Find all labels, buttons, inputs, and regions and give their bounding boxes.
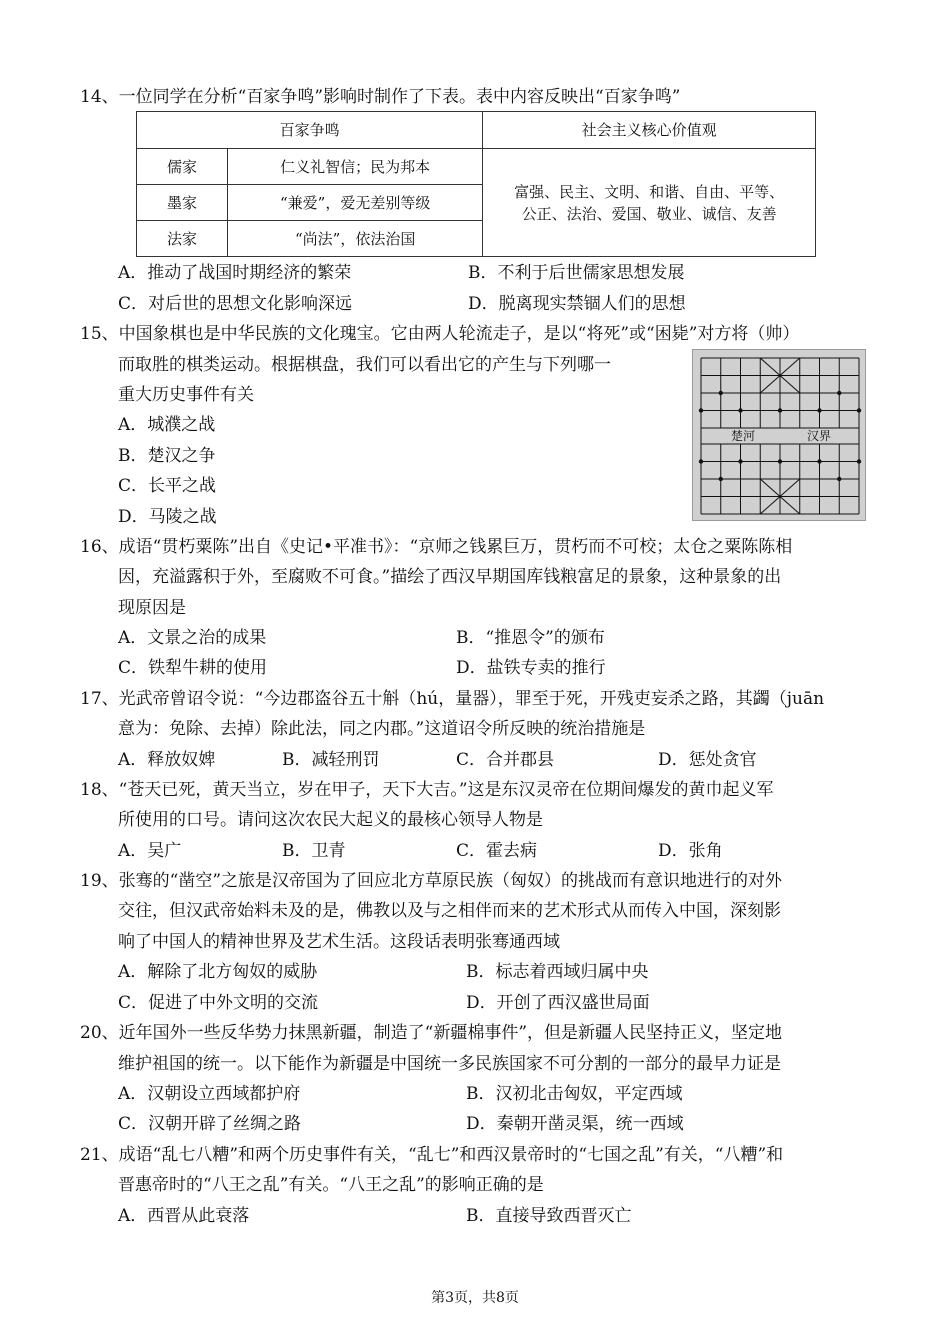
q20-stem-line1: 20、近年国外一些反华势力抹黑新疆，制造了“新疆棉事件”，但是新疆人民坚持正义，坚定地 bbox=[80, 1023, 783, 1043]
q19-stem-line1: 19、张骞的“凿空”之旅是汉帝国为了回应北方草原民族（匈奴）的挑战而有意识地进行的对外 bbox=[80, 871, 783, 891]
q18-stem-line1: 18、“苍天已死，黄天当立，岁在甲子，天下大吉。”这是东汉灵帝在位期间爆发的黄巾起义军 bbox=[80, 780, 774, 800]
q20-option-d[interactable]: D．秦朝开凿灵渠，统一西域 bbox=[466, 1114, 684, 1134]
q19-option-b[interactable]: B．标志着西域归属中央 bbox=[466, 962, 649, 982]
q15-option-d[interactable]: D．马陵之战 bbox=[118, 507, 217, 527]
table-header-right: 社会主义核心价值观 bbox=[483, 112, 816, 149]
school-name: 儒家 bbox=[137, 149, 228, 185]
q15-option-a[interactable]: A．城濮之战 bbox=[118, 415, 216, 435]
q17-option-a[interactable]: A．释放奴婢 bbox=[118, 750, 216, 770]
q16-stem-line3: 现原因是 bbox=[118, 598, 186, 618]
q20-option-b[interactable]: B．汉初北击匈奴，平定西域 bbox=[466, 1084, 683, 1104]
school-idea: 仁义礼智信；民为邦本 bbox=[228, 149, 483, 185]
q21-stem-line1: 21、成语“乱七八糟”和两个历史事件有关，“乱七”和西汉景帝时的“七国之乱”有关，“八糟”和 bbox=[80, 1145, 784, 1165]
q16-option-b[interactable]: B．“推恩令”的颁布 bbox=[456, 628, 605, 648]
river-label-right: 汉界 bbox=[807, 429, 832, 443]
q19-stem-line3: 响了中国人的精神世界及艺术生活。这段话表明张骞通西域 bbox=[118, 932, 560, 952]
q19-stem-line2: 交往，但汉武帝始料未及的是，佛教以及与之相伴而来的艺术形式从而传入中国，深刻影 bbox=[118, 901, 781, 921]
q14-option-a[interactable]: A．推动了战国时期经济的繁荣 bbox=[118, 263, 352, 283]
q18-option-a[interactable]: A．吴广 bbox=[118, 841, 182, 861]
table-row bbox=[137, 149, 816, 185]
q20-option-a[interactable]: A．汉朝设立西域都护府 bbox=[118, 1084, 301, 1104]
q16-option-c[interactable]: C．铁犁牛耕的使用 bbox=[118, 658, 268, 678]
q19-option-d[interactable]: D．开创了西汉盛世局面 bbox=[466, 993, 650, 1013]
q16-stem-line2: 因，充溢露积于外，至腐败不可食。”描绘了西汉早期国库钱粮富足的景象，这种景象的出 bbox=[118, 567, 782, 587]
q21-option-a[interactable]: A．西晋从此衰落 bbox=[118, 1206, 250, 1226]
q19-option-c[interactable]: C．促进了中外文明的交流 bbox=[118, 993, 319, 1013]
q21-stem-line2: 晋惠帝时的“八王之乱”有关。“八王之乱”的影响正确的是 bbox=[118, 1175, 544, 1195]
q16-option-d[interactable]: D．盐铁专卖的推行 bbox=[456, 658, 606, 678]
page-footer: 第3页，共8页 bbox=[431, 1290, 519, 1306]
q14-option-d[interactable]: D．脱离现实禁锢人们的思想 bbox=[468, 294, 686, 314]
q18-stem-line2: 所使用的口号。请问这次农民大起义的最核心领导人物是 bbox=[118, 810, 543, 830]
q15-option-c[interactable]: C．长平之战 bbox=[118, 476, 217, 496]
q17-stem-line2: 意为：免除、去掉）除此法，同之内郡。”这道诏令所反映的统治措施是 bbox=[118, 719, 646, 739]
q15-option-b[interactable]: B．楚汉之争 bbox=[118, 446, 216, 466]
q17-option-d[interactable]: D．惩处贪官 bbox=[658, 750, 757, 770]
q16-option-a[interactable]: A．文景之治的成果 bbox=[118, 628, 267, 648]
q14-option-c[interactable]: C．对后世的思想文化影响深远 bbox=[118, 294, 353, 314]
q21-option-b[interactable]: B．直接导致西晋灭亡 bbox=[466, 1206, 632, 1226]
q14-stem: 14、一位同学在分析“百家争鸣”影响时制作了下表。表中内容反映出“百家争鸣” bbox=[80, 87, 681, 107]
school-name: 墨家 bbox=[137, 185, 228, 221]
q15-stem-line2: 而取胜的棋类运动。根据棋盘，我们可以看出它的产生与下列哪一 bbox=[118, 355, 611, 375]
hundred-schools-table bbox=[136, 111, 816, 257]
q15-stem-line3: 重大历史事件有关 bbox=[118, 385, 254, 405]
q18-option-d[interactable]: D．张角 bbox=[658, 841, 723, 861]
school-idea: “尚法”，依法治国 bbox=[228, 221, 483, 257]
q17-option-c[interactable]: C．合并郡县 bbox=[456, 750, 555, 770]
q17-stem-line1: 17、光武帝曾诏令说：“今边郡盗谷五十斛（hú，量器），罪至于死，开残吏妄杀之路，其蠲（juān bbox=[80, 689, 825, 709]
core-values-cell bbox=[483, 149, 816, 257]
school-name: 法家 bbox=[137, 221, 228, 257]
chess-board-drawing bbox=[693, 350, 867, 522]
river-label-left: 楚河 bbox=[731, 429, 756, 443]
q18-option-b[interactable]: B．卫青 bbox=[282, 841, 346, 861]
core-values-line2: 公正、法治、爱国、敬业、诚信、友善 bbox=[521, 204, 777, 223]
chinese-chess-board bbox=[692, 349, 866, 521]
q17-option-b[interactable]: B．减轻刑罚 bbox=[282, 750, 380, 770]
q15-stem-line1: 15、中国象棋也是中华民族的文化瑰宝。它由两人轮流走子，是以“将死”或“困毙”对方将（帅） bbox=[80, 324, 800, 344]
q18-option-c[interactable]: C．霍去病 bbox=[456, 841, 538, 861]
school-idea: “兼爱”，爱无差别等级 bbox=[228, 185, 483, 221]
q16-stem-line1: 16、成语“贯朽粟陈”出自《史记•平准书》：“京师之钱累巨万，贯朽而不可校；太仓之粟陈陈相 bbox=[80, 537, 793, 557]
table-header-left: 百家争鸣 bbox=[137, 112, 483, 149]
core-values-line1: 富强、民主、文明、和谐、自由、平等、 bbox=[514, 182, 785, 201]
q19-option-a[interactable]: A．解除了北方匈奴的威胁 bbox=[118, 962, 318, 982]
q14-option-b[interactable]: B．不利于后世儒家思想发展 bbox=[468, 263, 685, 283]
q20-option-c[interactable]: C．汉朝开辟了丝绸之路 bbox=[118, 1114, 302, 1134]
q20-stem-line2: 维护祖国的统一。以下能作为新疆是中国统一多民族国家不可分割的一部分的最早力证是 bbox=[118, 1054, 781, 1074]
